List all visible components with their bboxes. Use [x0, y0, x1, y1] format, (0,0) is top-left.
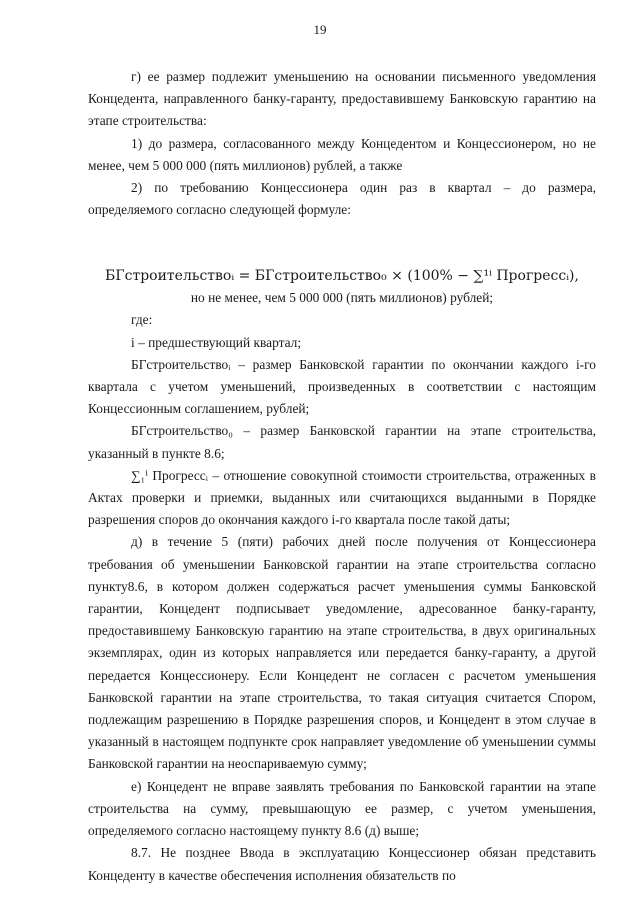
definition-progress: ∑₁ⁱ Прогрессᵢ – отношение совокупной стоимости строительства, отраженных в Актах проверки и приемки, выданных или считающихся выданными в Порядке разрешения споров до окончания каждого i-го квартала после такой даты; — [88, 467, 596, 528]
definition-i: i – предшествующий квартал; — [131, 334, 302, 350]
page-number: 19 — [313, 22, 327, 37]
formula-expression: БГстроительствоᵢ = БГстроительство₀ × (100% − ∑¹ⁱ Прогрессᵢ), — [105, 268, 579, 285]
formula-block — [88, 265, 596, 309]
formula-condition: но не менее, чем 5 000 000 (пять миллионов) рублей; — [190, 290, 494, 306]
paragraph-8-7: 8.7. Не позднее Ввода в эксплуатацию Концессионер обязан представить Концеденту в качестве обеспечения исполнения обязательств по — [88, 845, 596, 883]
definitions-where: где: — [131, 312, 153, 328]
paragraph-g-2: 2) по требованию Концессионера один раз в квартал – до размера, определяемого согласно следующей формуле: — [88, 180, 596, 218]
paragraph-g-1: 1) до размера, согласованного между Концедентом и Концессионером, но не менее, чем 5 000 000 (пять миллионов) рублей, а также — [88, 135, 596, 173]
document-body — [88, 66, 596, 887]
definition-bg-i: БГстроительствоᵢ – размер Банковской гарантии по окончании каждого i-го квартала с учетом уменьшений, произведенных в соответствии с настоящим Концессионным соглашением, рублей; — [88, 356, 596, 417]
paragraph-e: е) Концедент не вправе заявлять требования по Банковской гарантии на этапе строительства на сумму, превышающую ее размер, с учетом уменьшения, определяемого согласно настоящему пункту 8.6 (д) выше; — [88, 778, 596, 839]
definition-bg-0: БГстроительство₀ – размер Банковской гарантии на этапе строительства, указанный в пункте 8.6; — [88, 423, 596, 461]
paragraph-d: д) в течение 5 (пяти) рабочих дней после получения от Концессионера требования об уменьшении Банковской гарантии на этапе строительства согласно пункту8.6, в котором должен содержаться расчет уменьшения суммы Банковской гарантии, Концедент подписывает уведомление, адресованное банку-гаранту, предоставившему Банковскую гарантию на этапе строительства, в двух оригинальных экземплярах, один из которых направляется или передается банку-гаранту, а другой передается Концессионеру. Если Концедент не согласен с расчетом уменьшения Банковской гарантии на этапе строительства, то такая ситуация считается Спором, подлежащим разрешению в Порядке разрешения споров, и Концедент в этом случае в указанный в настоящем подпункте срок направляет уведомление об уменьшении суммы Банковской гарантии на неоспариваемую сумму; — [88, 534, 596, 772]
paragraph-g: г) ее размер подлежит уменьшению на основании письменного уведомления Концедента, направленного банку-гаранту, предоставившему Банковскую гарантию на этапе строительства: — [88, 69, 596, 129]
